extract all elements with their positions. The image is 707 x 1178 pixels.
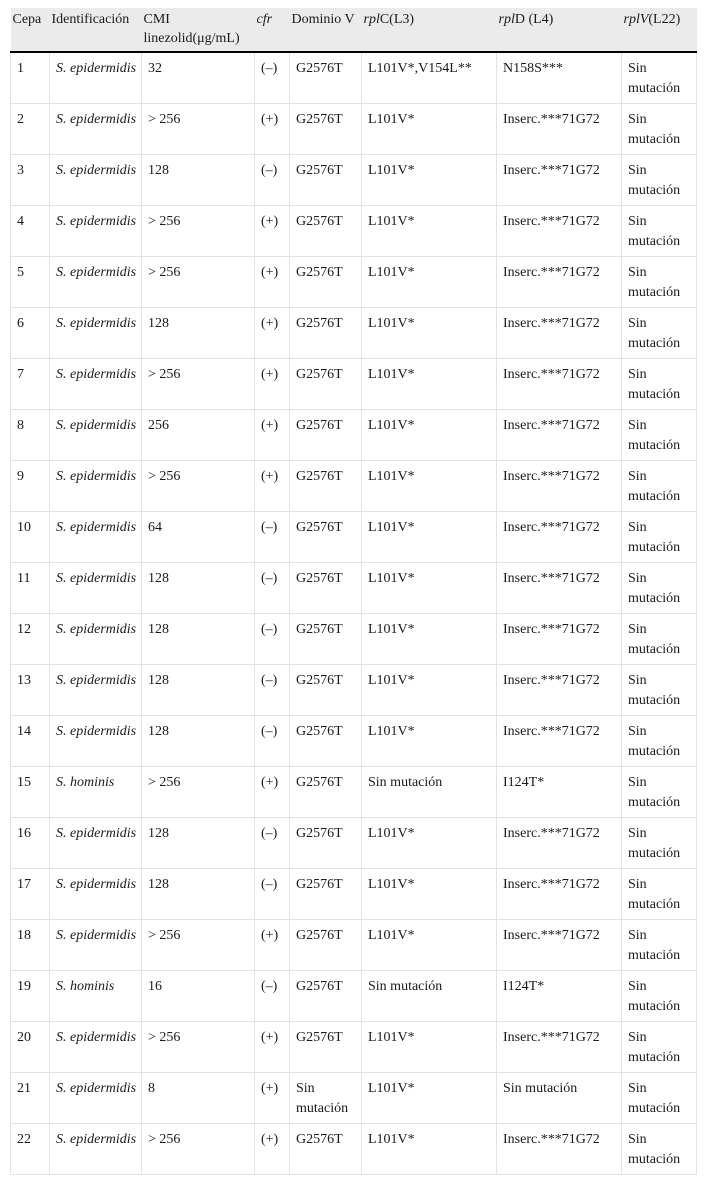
table-row [11,919,697,970]
cell-dominio: G2576T [290,256,362,307]
cell-cepa: 12 [11,613,50,664]
cell-rpld: Inserc.***71G72 [497,154,622,205]
cell-rplc: L101V* [362,511,497,562]
cell-rplv: Sin mutación [622,52,697,103]
table-row [11,103,697,154]
cell-rpld: Inserc.***71G72 [497,460,622,511]
cell-dominio: G2576T [290,103,362,154]
header-rplv-gene: rplV [623,12,649,27]
cell-dominio: G2576T [290,970,362,1021]
cell-identificacion: S. hominis [50,970,142,1021]
cell-cepa: 6 [11,307,50,358]
table-row [11,562,697,613]
table-row [11,52,697,103]
cell-cmi: > 256 [142,358,255,409]
cell-rplv: Sin mutación [622,1123,697,1174]
cell-rplc: Sin mutación [362,766,497,817]
cell-cepa: 21 [11,1072,50,1123]
table-row [11,511,697,562]
cell-rplv: Sin mutación [622,664,697,715]
cell-cepa: 14 [11,715,50,766]
cell-dominio: G2576T [290,205,362,256]
cell-dominio: G2576T [290,409,362,460]
results-table-container [10,8,696,1175]
cell-rpld: N158S*** [497,52,622,103]
cell-identificacion: S. epidermidis [50,409,142,460]
cell-rplc: L101V* [362,205,497,256]
cell-identificacion: S. epidermidis [50,256,142,307]
cell-cmi: 128 [142,562,255,613]
header-rplv [622,8,697,52]
cell-rplc: L101V* [362,1072,497,1123]
cell-rplc: L101V* [362,868,497,919]
cell-rpld: Inserc.***71G72 [497,511,622,562]
cell-rplv: Sin mutación [622,613,697,664]
cell-identificacion: S. epidermidis [50,1072,142,1123]
cell-identificacion: S. epidermidis [50,562,142,613]
cell-rplc: Sin mutación [362,970,497,1021]
table-row [11,205,697,256]
cell-cmi: > 256 [142,460,255,511]
cell-rpld: Inserc.***71G72 [497,817,622,868]
cell-rpld: Inserc.***71G72 [497,613,622,664]
cell-rplv: Sin mutación [622,868,697,919]
header-identificacion: Identificación [50,8,142,52]
header-rplv-protein: (L22) [648,12,681,27]
cell-identificacion: S. epidermidis [50,52,142,103]
cell-identificacion: S. epidermidis [50,460,142,511]
cell-cmi: 128 [142,664,255,715]
cell-rplv: Sin mutación [622,919,697,970]
cell-rplv: Sin mutación [622,817,697,868]
cell-rplv: Sin mutación [622,1021,697,1072]
header-cfr: cfr [255,8,290,52]
cell-rplv: Sin mutación [622,205,697,256]
cell-rplc: L101V* [362,1123,497,1174]
cell-cepa: 10 [11,511,50,562]
cell-rpld: I124T* [497,766,622,817]
table-row [11,715,697,766]
cell-cmi: 128 [142,613,255,664]
cell-rplc: L101V* [362,409,497,460]
cell-cmi: 128 [142,307,255,358]
linezolid-resistance-table [10,8,697,1175]
cell-rpld: Inserc.***71G72 [497,868,622,919]
cell-dominio: G2576T [290,154,362,205]
cell-cfr: (+) [255,256,290,307]
header-rpld-protein: D (L4) [514,12,554,27]
cell-rpld: Inserc.***71G72 [497,205,622,256]
cell-cmi: 8 [142,1072,255,1123]
cell-rplc: L101V* [362,256,497,307]
cell-rplv: Sin mutación [622,256,697,307]
table-row [11,1123,697,1174]
header-cmi: CMI linezolid(μg/mL) [142,8,255,52]
cell-cepa: 4 [11,205,50,256]
cell-rplc: L101V* [362,307,497,358]
cell-identificacion: S. epidermidis [50,715,142,766]
cell-identificacion: S. epidermidis [50,103,142,154]
cell-cepa: 20 [11,1021,50,1072]
cell-rplc: L101V* [362,919,497,970]
table-row [11,409,697,460]
cell-dominio: G2576T [290,52,362,103]
cell-rpld: Inserc.***71G72 [497,562,622,613]
cell-cepa: 1 [11,52,50,103]
cell-identificacion: S. epidermidis [50,154,142,205]
cell-rplc: L101V* [362,562,497,613]
cell-cfr: (+) [255,919,290,970]
cell-rpld: Inserc.***71G72 [497,1123,622,1174]
cell-cfr: (+) [255,1021,290,1072]
header-rplc [362,8,497,52]
cell-dominio: G2576T [290,562,362,613]
header-rplc-protein: C(L3) [379,12,415,27]
cell-rpld: Inserc.***71G72 [497,358,622,409]
cell-cepa: 5 [11,256,50,307]
cell-rplc: L101V* [362,715,497,766]
cell-cepa: 3 [11,154,50,205]
table-row [11,817,697,868]
table-row [11,766,697,817]
table-row [11,664,697,715]
header-row [11,8,697,52]
cell-cfr: (+) [255,766,290,817]
cell-dominio: G2576T [290,613,362,664]
cell-dominio: Sin mutación [290,1072,362,1123]
cell-dominio: G2576T [290,1021,362,1072]
cell-cmi: 64 [142,511,255,562]
cell-cfr: (+) [255,103,290,154]
cell-cmi: > 256 [142,1021,255,1072]
cell-rplv: Sin mutación [622,766,697,817]
header-rpld-gene: rpl [498,12,515,27]
table-row [11,256,697,307]
cell-identificacion: S. epidermidis [50,205,142,256]
cell-cfr: (–) [255,868,290,919]
cell-rplc: L101V*,V154L** [362,52,497,103]
header-rplc-gene: rpl [363,12,380,27]
cell-identificacion: S. epidermidis [50,1021,142,1072]
cell-rplv: Sin mutación [622,511,697,562]
cell-identificacion: S. epidermidis [50,613,142,664]
cell-dominio: G2576T [290,1123,362,1174]
cell-rplv: Sin mutación [622,1072,697,1123]
cell-cepa: 19 [11,970,50,1021]
cell-cfr: (–) [255,817,290,868]
cell-rplc: L101V* [362,358,497,409]
cell-cepa: 2 [11,103,50,154]
cell-cepa: 22 [11,1123,50,1174]
cell-rplc: L101V* [362,103,497,154]
cell-cmi: 128 [142,868,255,919]
cell-cmi: 16 [142,970,255,1021]
cell-rplc: L101V* [362,460,497,511]
cell-cfr: (+) [255,1123,290,1174]
cell-rplc: L101V* [362,817,497,868]
cell-cfr: (+) [255,460,290,511]
cell-rplv: Sin mutación [622,460,697,511]
cell-dominio: G2576T [290,460,362,511]
cell-dominio: G2576T [290,511,362,562]
cell-cmi: 128 [142,715,255,766]
cell-rpld: Inserc.***71G72 [497,664,622,715]
table-row [11,1072,697,1123]
cell-rplv: Sin mutación [622,409,697,460]
cell-cmi: 256 [142,409,255,460]
cell-identificacion: S. epidermidis [50,919,142,970]
cell-dominio: G2576T [290,868,362,919]
cell-cfr: (+) [255,1072,290,1123]
cell-cfr: (–) [255,613,290,664]
cell-cepa: 17 [11,868,50,919]
cell-cepa: 8 [11,409,50,460]
cell-dominio: G2576T [290,358,362,409]
cell-cfr: (–) [255,52,290,103]
header-cepa: Cepa [11,8,50,52]
cell-cmi: > 256 [142,1123,255,1174]
cell-identificacion: S. epidermidis [50,511,142,562]
cell-rplc: L101V* [362,664,497,715]
table-row [11,307,697,358]
cell-rpld: Sin mutación [497,1072,622,1123]
table-row [11,613,697,664]
table-row [11,460,697,511]
cell-cfr: (–) [255,664,290,715]
cell-cepa: 18 [11,919,50,970]
cell-rpld: Inserc.***71G72 [497,409,622,460]
header-rpld [497,8,622,52]
cell-rpld: I124T* [497,970,622,1021]
cell-rplv: Sin mutación [622,103,697,154]
header-dominio: Dominio V [290,8,362,52]
cell-cepa: 15 [11,766,50,817]
cell-rplv: Sin mutación [622,307,697,358]
cell-cfr: (+) [255,358,290,409]
cell-rpld: Inserc.***71G72 [497,307,622,358]
cell-rplv: Sin mutación [622,715,697,766]
cell-cmi: > 256 [142,205,255,256]
cell-identificacion: S. epidermidis [50,817,142,868]
cell-identificacion: S. epidermidis [50,868,142,919]
table-header [11,8,697,52]
cell-rpld: Inserc.***71G72 [497,1021,622,1072]
cell-cepa: 9 [11,460,50,511]
cell-cmi: > 256 [142,919,255,970]
cell-cfr: (–) [255,511,290,562]
cell-cepa: 7 [11,358,50,409]
cell-cmi: > 256 [142,766,255,817]
cell-cmi: 128 [142,817,255,868]
cell-cfr: (+) [255,307,290,358]
cell-cepa: 13 [11,664,50,715]
cell-identificacion: S. epidermidis [50,664,142,715]
cell-rplv: Sin mutación [622,358,697,409]
cell-rpld: Inserc.***71G72 [497,715,622,766]
cell-rplc: L101V* [362,613,497,664]
cell-cmi: 32 [142,52,255,103]
cell-identificacion: S. hominis [50,766,142,817]
cell-cfr: (–) [255,715,290,766]
table-row [11,154,697,205]
cell-cepa: 11 [11,562,50,613]
cell-cfr: (+) [255,205,290,256]
cell-cfr: (+) [255,409,290,460]
cell-cfr: (–) [255,562,290,613]
table-row [11,358,697,409]
cell-cmi: 128 [142,154,255,205]
cell-cfr: (–) [255,970,290,1021]
cell-rplc: L101V* [362,154,497,205]
cell-dominio: G2576T [290,715,362,766]
table-row [11,868,697,919]
cell-cfr: (–) [255,154,290,205]
cell-identificacion: S. epidermidis [50,358,142,409]
cell-cmi: > 256 [142,103,255,154]
table-body [11,52,697,1174]
cell-rpld: Inserc.***71G72 [497,919,622,970]
cell-dominio: G2576T [290,307,362,358]
cell-rplv: Sin mutación [622,154,697,205]
cell-identificacion: S. epidermidis [50,307,142,358]
cell-identificacion: S. epidermidis [50,1123,142,1174]
cell-rpld: Inserc.***71G72 [497,103,622,154]
cell-dominio: G2576T [290,817,362,868]
table-row [11,1021,697,1072]
cell-rplv: Sin mutación [622,562,697,613]
cell-dominio: G2576T [290,766,362,817]
cell-rpld: Inserc.***71G72 [497,256,622,307]
cell-dominio: G2576T [290,919,362,970]
cell-rplv: Sin mutación [622,970,697,1021]
cell-cmi: > 256 [142,256,255,307]
table-row [11,970,697,1021]
cell-rplc: L101V* [362,1021,497,1072]
cell-cepa: 16 [11,817,50,868]
cell-dominio: G2576T [290,664,362,715]
